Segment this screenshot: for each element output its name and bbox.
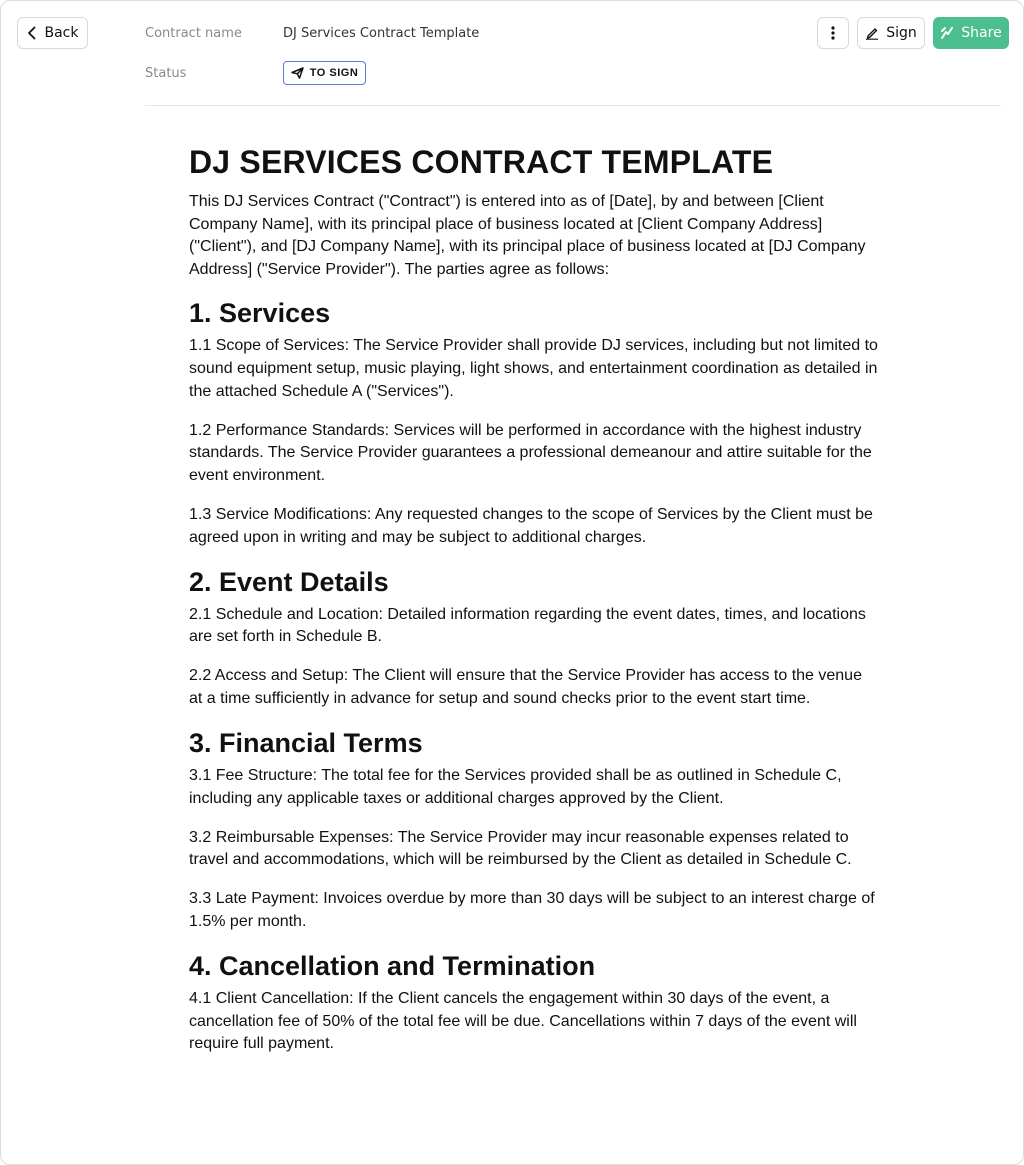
- section-paragraph: 1.2 Performance Standards: Services will be performed in accordance with the highest industry standards. The Service Provider guarantees a professional demeanour and attire suitable for the event environment.: [189, 421, 872, 484]
- bottom-fade-overlay: [1, 1061, 1024, 1165]
- status-badge: [283, 61, 366, 85]
- document-title: DJ SERVICES CONTRACT TEMPLATE: [189, 144, 774, 180]
- section-heading: 4. Cancellation and Termination: [189, 951, 596, 982]
- section-paragraph: 1.1 Scope of Services: The Service Provider shall provide DJ services, including but not limited to sound equipment setup, music playing, light shows, and entertainment coordination as detailed in the attached Schedule A ("Services").: [189, 337, 878, 400]
- section-heading: 2. Event Details: [189, 566, 389, 597]
- section-paragraph: 3.1 Fee Structure: The total fee for the Services provided shall be as outlined in Schedule C, including any applicable taxes or additional charges approved by the Client.: [189, 767, 842, 807]
- share-icon: [940, 26, 954, 40]
- share-button[interactable]: [933, 17, 1009, 49]
- section-paragraph: 4.1 Client Cancellation: If the Client cancels the engagement within 30 days of the event, a cancellation fee of 50% of the total fee will be due. Cancellations within 7 days of the event will require full payment.: [189, 990, 857, 1053]
- status-badge-text: TO SIGN: [309, 67, 359, 79]
- more-vertical-icon: [831, 26, 835, 40]
- section-heading: 1. Services: [189, 298, 331, 329]
- back-button-label: Back: [44, 25, 79, 41]
- sign-button-label: Sign: [886, 25, 917, 41]
- share-button-label: Share: [961, 25, 1002, 41]
- section-paragraph: 2.1 Schedule and Location: Detailed information regarding the event dates, times, and locations are set forth in Schedule B.: [189, 605, 866, 646]
- section-paragraph: 3.3 Late Payment: Invoices overdue by more than 30 days will be subject to an interest charge of 1.5% per month.: [189, 890, 875, 930]
- contract-document: [189, 143, 879, 1072]
- back-button[interactable]: [17, 17, 88, 49]
- section-paragraph: 3.2 Reimbursable Expenses: The Service Provider may incur reasonable expenses related to travel and accommodations, which will be reimbursed by the Client as detailed in Schedule C.: [189, 828, 852, 869]
- header-divider: [145, 105, 1001, 106]
- contract-name-label: Contract name: [145, 26, 242, 41]
- section-heading: 3. Financial Terms: [189, 728, 423, 758]
- document-intro: This DJ Services Contract ("Contract") is entered into as of [Date], by and between [Client Company Name], with its principal place of business located at [Client Company Address] ("Client"), and [DJ Company Name], with its principal place of business located at [DJ Company Address] ("Service Provider"). The parties agree as follows:: [189, 193, 866, 278]
- sign-button[interactable]: [857, 17, 925, 49]
- status-label: Status: [145, 66, 187, 81]
- section-paragraph: 1.3 Service Modifications: Any requested changes to the scope of Services by the Client must be agreed upon in writing and may be subject to additional charges.: [189, 505, 873, 546]
- section-paragraph: 2.2 Access and Setup: The Client will ensure that the Service Provider has access to the venue at a time sufficiently in advance for setup and sound checks prior to the event start time.: [189, 667, 862, 707]
- contract-name-value: DJ Services Contract Template: [283, 26, 480, 41]
- signature-pen-icon: [865, 26, 879, 40]
- more-options-button[interactable]: [817, 17, 849, 49]
- send-icon: [291, 67, 304, 79]
- chevron-left-icon: [27, 26, 37, 40]
